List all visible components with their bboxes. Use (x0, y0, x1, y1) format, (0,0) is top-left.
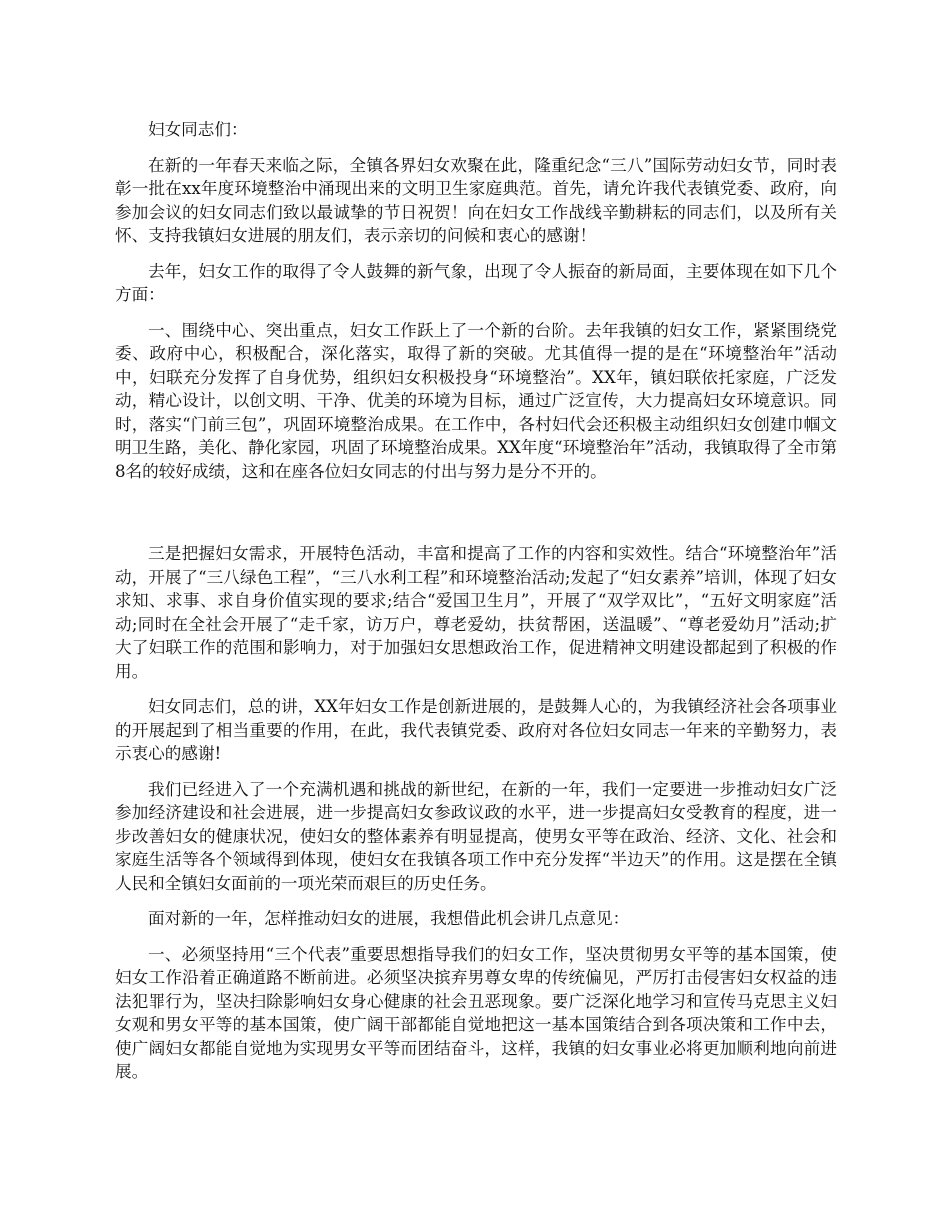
document-body (115, 118, 837, 1096)
paragraph-point-three: 三是把握妇女需求，开展特色活动，丰富和提高了工作的内容和实效性。结合“环境整治年”活动，开展了“三八绿色工程”，“三八水利工程”和环境整治活动;发起了“妇女素养”培训，体现了妇女求知、求事、求自身价值实现的要求;结合“爱国卫生月”，开展了“双学双比”，“五好文明家庭”活动;同时在全社会开展了“走千家，访万户，尊老爱幼，扶贫帮困，送温暖”、“尊老爱幼月”活动;扩大了妇联工作的范围和影响力，对于加强妇女思想政治工作，促进精神文明建设都起到了积极的作用。 (115, 544, 837, 681)
paragraph-new-century: 我们已经进入了一个充满机遇和挑战的新世纪，在新的一年，我们一定要进一步推动妇女广泛参加经济建设和社会进展，进一步提高妇女参政议政的水平，进一步提高妇女受教育的程度，进一步改善妇女的健康状况，使妇女的整体素养有明显提高，使男女平等在政治、经济、文化、社会和家庭生活等各个领域得到体现，使妇女在我镇各项工作中充分发挥“半边天”的作用。这是摆在全镇人民和全镇妇女面前的一项光荣而艰巨的历史任务。 (115, 779, 837, 893)
paragraph-point-one: 一、围绕中心、突出重点，妇女工作跃上了一个新的台阶。去年我镇的妇女工作，紧紧围绕党委、政府中心，积极配合，深化落实，取得了新的突破。尤其值得一提的是在“环境整治年”活动中，妇联充分发挥了自身优势，组织妇女积极投身“环境整治”。XX年，镇妇联依托家庭，广泛发动，精心设计，以创文明、干净、优美的环境为目标，通过广泛宣传，大力提高妇女环境意识。同时，落实“门前三包”，巩固环境整治成果。在工作中，各村妇代会还积极主动组织妇女创建巾帼文明卫生路，美化、静化家园，巩固了环境整治成果。XX年度“环境整治年”活动，我镇取得了全市第8名的较好成绩，这和在座各位妇女同志的付出与努力是分不开的。 (115, 320, 837, 481)
paragraph-opinion-one: 一、必须坚持用“三个代表”重要思想指导我们的妇女工作，坚决贯彻男女平等的基本国策，使妇女工作沿着正确道路不断前进。必须坚决摈弃男尊女卑的传统偏见，严厉打击侵害妇女权益的违法犯罪行为，坚决扫除影响妇女身心健康的社会丑恶现象。要广泛深化地学习和宣传马克思主义妇女观和男女平等的基本国策，使广阔干部都能自觉地把这一基本国策结合到各项决策和工作中去，使广阔妇女都能自觉地为实现男女平等而团结奋斗，这样，我镇的妇女事业必将更加顺利地向前进展。 (115, 944, 837, 1081)
paragraph-opening: 在新的一年春天来临之际，全镇各界妇女欢聚在此，隆重纪念“三八”国际劳动妇女节，同时表彰一批在xx年度环境整治中涌现出来的文明卫生家庭典范。首先，请允许我代表镇党委、政府，向参加会议的妇女同志们致以最诚挚的节日祝贺！向在妇女工作战线辛勤耕耘的同志们，以及所有关怀、支持我镇妇女进展的朋友们，表示亲切的问候和衷心的感谢！ (115, 155, 837, 245)
paragraph-last-year-summary: 去年，妇女工作的取得了令人鼓舞的新气象，出现了令人振奋的新局面，主要体现在如下几个方面： (115, 261, 837, 304)
paragraph-thanks: 妇女同志们，总的讲，XX年妇女工作是创新进展的，是鼓舞人心的，为我镇经济社会各项事业的开展起到了相当重要的作用，在此，我代表镇党委、政府对各位妇女同志一年来的辛勤努力，表示衷心的感谢! (115, 697, 837, 763)
paragraph-opinions-intro: 面对新的一年，怎样推动妇女的进展，我想借此机会讲几点意见： (148, 909, 630, 928)
salutation: 妇女同志们： (148, 120, 248, 139)
